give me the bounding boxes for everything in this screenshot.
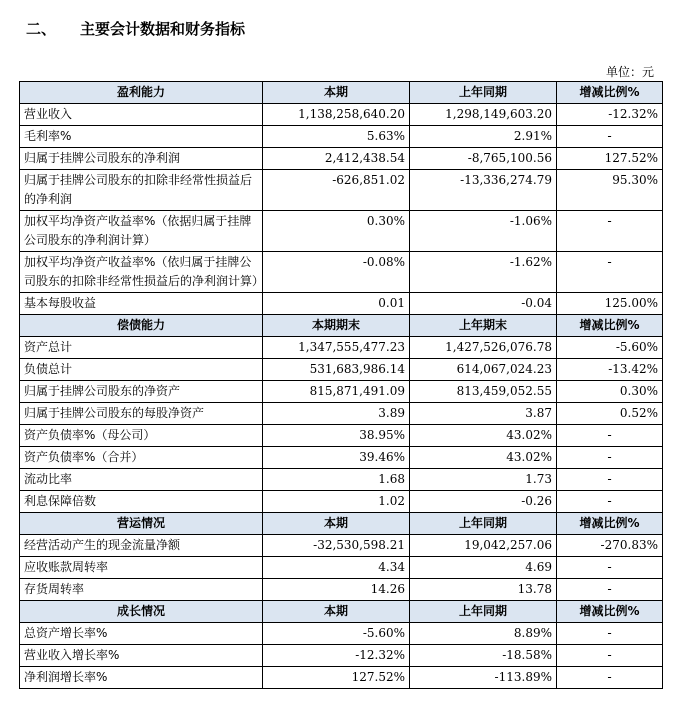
table-cell: - — [557, 667, 663, 689]
section-header-row — [20, 601, 663, 623]
table-cell: 127.52% — [263, 667, 410, 689]
table-row — [20, 579, 663, 601]
table-cell: - — [557, 579, 663, 601]
table-cell: -113.89% — [410, 667, 557, 689]
heading-title: 主要会计数据和财务指标 — [80, 20, 246, 38]
row-label: 归属于挂牌公司股东的扣除非经常性损益后的净利润 — [20, 170, 263, 211]
table-row — [20, 359, 663, 381]
row-label: 资产负债率%（母公司） — [20, 425, 263, 447]
row-label: 归属于挂牌公司股东的每股净资产 — [20, 403, 263, 425]
table-cell: 39.46% — [263, 447, 410, 469]
table-cell: 1.73 — [410, 469, 557, 491]
table-cell: - — [557, 211, 663, 252]
table-cell: - — [557, 469, 663, 491]
table-cell: 0.52% — [557, 403, 663, 425]
table-row — [20, 623, 663, 645]
table-row — [20, 535, 663, 557]
row-label: 加权平均净资产收益率%（依据归属于挂牌公司股东的净利润计算） — [20, 211, 263, 252]
column-header: 本期期末 — [263, 315, 410, 337]
row-label: 负债总计 — [20, 359, 263, 381]
table-cell: 815,871,491.09 — [263, 381, 410, 403]
table-cell: 813,459,052.55 — [410, 381, 557, 403]
table-cell: 1,347,555,477.23 — [263, 337, 410, 359]
table-row — [20, 645, 663, 667]
section-header-row — [20, 513, 663, 535]
table-cell: 19,042,257.06 — [410, 535, 557, 557]
table-row — [20, 293, 663, 315]
column-header: 盈利能力 — [20, 82, 263, 104]
table-cell: -5.60% — [263, 623, 410, 645]
heading-number: 二、 — [26, 20, 57, 38]
column-header: 成长情况 — [20, 601, 263, 623]
row-label: 归属于挂牌公司股东的净利润 — [20, 148, 263, 170]
row-label: 毛利率% — [20, 126, 263, 148]
table-cell: 1,138,258,640.20 — [263, 104, 410, 126]
row-label: 营业收入增长率% — [20, 645, 263, 667]
column-header: 营运情况 — [20, 513, 263, 535]
section-heading — [26, 18, 245, 39]
table-cell: -32,530,598.21 — [263, 535, 410, 557]
table-cell: -13.42% — [557, 359, 663, 381]
row-label: 加权平均净资产收益率%（依归属于挂牌公司股东的扣除非经常性损益后的净利润计算） — [20, 252, 263, 293]
table-cell: 5.63% — [263, 126, 410, 148]
table-cell: 2.91% — [410, 126, 557, 148]
table-cell: -8,765,100.56 — [410, 148, 557, 170]
column-header: 本期 — [263, 601, 410, 623]
row-label: 资产总计 — [20, 337, 263, 359]
table-row — [20, 381, 663, 403]
table-row — [20, 170, 663, 211]
table-cell: -18.58% — [410, 645, 557, 667]
table-cell: -5.60% — [557, 337, 663, 359]
table-cell: -1.62% — [410, 252, 557, 293]
column-header: 增减比例% — [557, 601, 663, 623]
table-cell: - — [557, 623, 663, 645]
column-header: 上年同期 — [410, 82, 557, 104]
table-row — [20, 211, 663, 252]
table-cell: 0.30% — [557, 381, 663, 403]
table-cell: - — [557, 491, 663, 513]
table-row — [20, 104, 663, 126]
table-cell: - — [557, 447, 663, 469]
table-cell: 127.52% — [557, 148, 663, 170]
row-label: 净利润增长率% — [20, 667, 263, 689]
row-label: 流动比率 — [20, 469, 263, 491]
financial-indicators-table — [19, 81, 663, 689]
table-cell: 8.89% — [410, 623, 557, 645]
table-cell: 43.02% — [410, 425, 557, 447]
table-cell: - — [557, 425, 663, 447]
section-header-row — [20, 315, 663, 337]
table-row — [20, 403, 663, 425]
table-cell: 1.02 — [263, 491, 410, 513]
table-row — [20, 148, 663, 170]
table-cell: 4.69 — [410, 557, 557, 579]
table-cell: 125.00% — [557, 293, 663, 315]
column-header: 增减比例% — [557, 315, 663, 337]
unit-label: 单位：元 — [605, 65, 654, 79]
table-cell: -1.06% — [410, 211, 557, 252]
section-header-row — [20, 82, 663, 104]
row-label: 营业收入 — [20, 104, 263, 126]
column-header: 偿债能力 — [20, 315, 263, 337]
column-header: 本期 — [263, 82, 410, 104]
table-cell: -0.26 — [410, 491, 557, 513]
table-row — [20, 491, 663, 513]
column-header: 上年同期 — [410, 513, 557, 535]
table-cell: -0.04 — [410, 293, 557, 315]
table-row — [20, 469, 663, 491]
row-label: 资产负债率%（合并） — [20, 447, 263, 469]
table-cell: - — [557, 126, 663, 148]
column-header: 上年同期 — [410, 601, 557, 623]
table-row — [20, 252, 663, 293]
column-header: 增减比例% — [557, 513, 663, 535]
row-label: 基本每股收益 — [20, 293, 263, 315]
table-cell: 4.34 — [263, 557, 410, 579]
table-cell: 1,427,526,076.78 — [410, 337, 557, 359]
table-row — [20, 425, 663, 447]
table-cell: 1.68 — [263, 469, 410, 491]
column-header: 增减比例% — [557, 82, 663, 104]
row-label: 经营活动产生的现金流量净额 — [20, 535, 263, 557]
table-cell: 43.02% — [410, 447, 557, 469]
table-cell: -626,851.02 — [263, 170, 410, 211]
row-label: 归属于挂牌公司股东的净资产 — [20, 381, 263, 403]
table-cell: -270.83% — [557, 535, 663, 557]
column-header: 本期 — [263, 513, 410, 535]
row-label: 存货周转率 — [20, 579, 263, 601]
table-cell: - — [557, 557, 663, 579]
table-cell: 2,412,438.54 — [263, 148, 410, 170]
row-label: 总资产增长率% — [20, 623, 263, 645]
table-row — [20, 667, 663, 689]
row-label: 应收账款周转率 — [20, 557, 263, 579]
table-cell: 14.26 — [263, 579, 410, 601]
table-cell: 13.78 — [410, 579, 557, 601]
row-label: 利息保障倍数 — [20, 491, 263, 513]
column-header: 上年期末 — [410, 315, 557, 337]
table-cell: -0.08% — [263, 252, 410, 293]
table-row — [20, 447, 663, 469]
table-row — [20, 126, 663, 148]
table-cell: 3.89 — [263, 403, 410, 425]
table-cell: 38.95% — [263, 425, 410, 447]
table-cell: 0.30% — [263, 211, 410, 252]
table-row — [20, 337, 663, 359]
table-cell: -12.32% — [263, 645, 410, 667]
table-cell: 3.87 — [410, 403, 557, 425]
table-cell: - — [557, 645, 663, 667]
table-cell: 531,683,986.14 — [263, 359, 410, 381]
table-cell: - — [557, 252, 663, 293]
table-cell: -12.32% — [557, 104, 663, 126]
table-cell: -13,336,274.79 — [410, 170, 557, 211]
table-cell: 0.01 — [263, 293, 410, 315]
table-cell: 95.30% — [557, 170, 663, 211]
table-cell: 614,067,024.23 — [410, 359, 557, 381]
table-cell: 1,298,149,603.20 — [410, 104, 557, 126]
table-row — [20, 557, 663, 579]
